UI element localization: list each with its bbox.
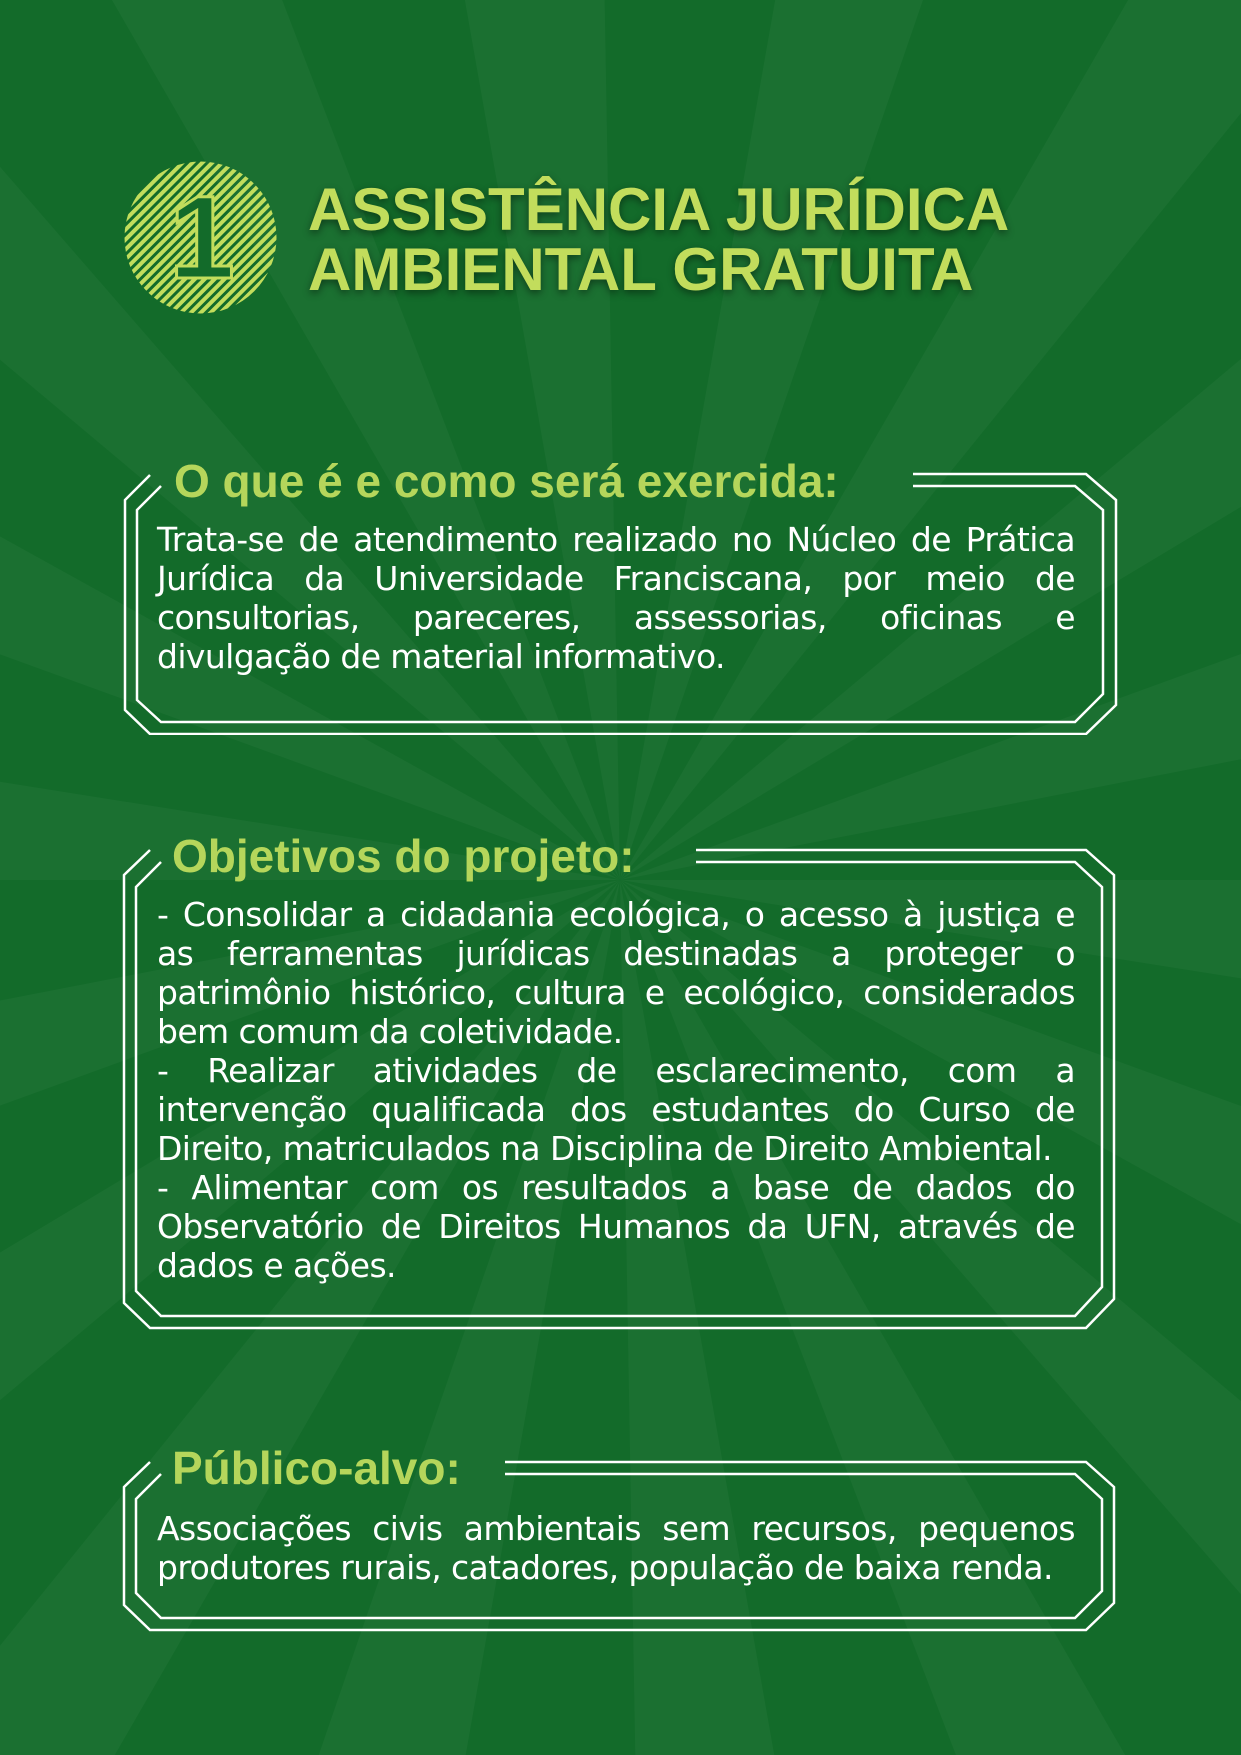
section-heading: Objetivos do projeto:: [172, 830, 635, 882]
section-paragraph: - Consolidar a cidadania ecológica, o acesso à justiça e as ferramentas jurídicas destinadas a proteger o patrimônio histórico, cultura e ecológico, considerados bem comum da coletividade.: [157, 895, 1075, 1051]
section-what-is: [120, 450, 1120, 735]
section-heading: Público-alvo:: [172, 1442, 461, 1494]
section-paragraph: Associações civis ambientais sem recursos, pequenos produtores rurais, catadores, população de baixa renda.: [157, 1509, 1075, 1587]
section-paragraph: - Realizar atividades de esclarecimento, com a intervenção qualificada dos estudantes do Curso de Direito, matriculados na Disciplina de Direito Ambiental.: [157, 1051, 1075, 1168]
section-heading: O que é e como será exercida:: [174, 455, 839, 507]
section-body: [157, 895, 1075, 1285]
section-body: [157, 520, 1075, 676]
section-body: [157, 1509, 1075, 1587]
section-target-audience: [120, 1437, 1120, 1632]
section-paragraph: Trata-se de atendimento realizado no Núcleo de Prática Jurídica da Universidade Franciscana, por meio de consultorias, pareceres, assessorias, oficinas e divulgação de material informativo.: [157, 520, 1075, 676]
number-badge-digit: 1: [169, 172, 235, 304]
page-title: [308, 176, 1010, 303]
title-line-2: AMBIENTAL GRATUITA: [308, 236, 974, 303]
section-paragraph: - Alimentar com os resultados a base de dados do Observatório de Direitos Humanos da UFN, através de dados e ações.: [157, 1168, 1075, 1285]
title-line-1: ASSISTÊNCIA JURÍDICA: [308, 176, 1010, 243]
page-header: [123, 160, 1123, 315]
section-objectives: [120, 825, 1120, 1330]
number-badge-icon: [123, 160, 278, 315]
